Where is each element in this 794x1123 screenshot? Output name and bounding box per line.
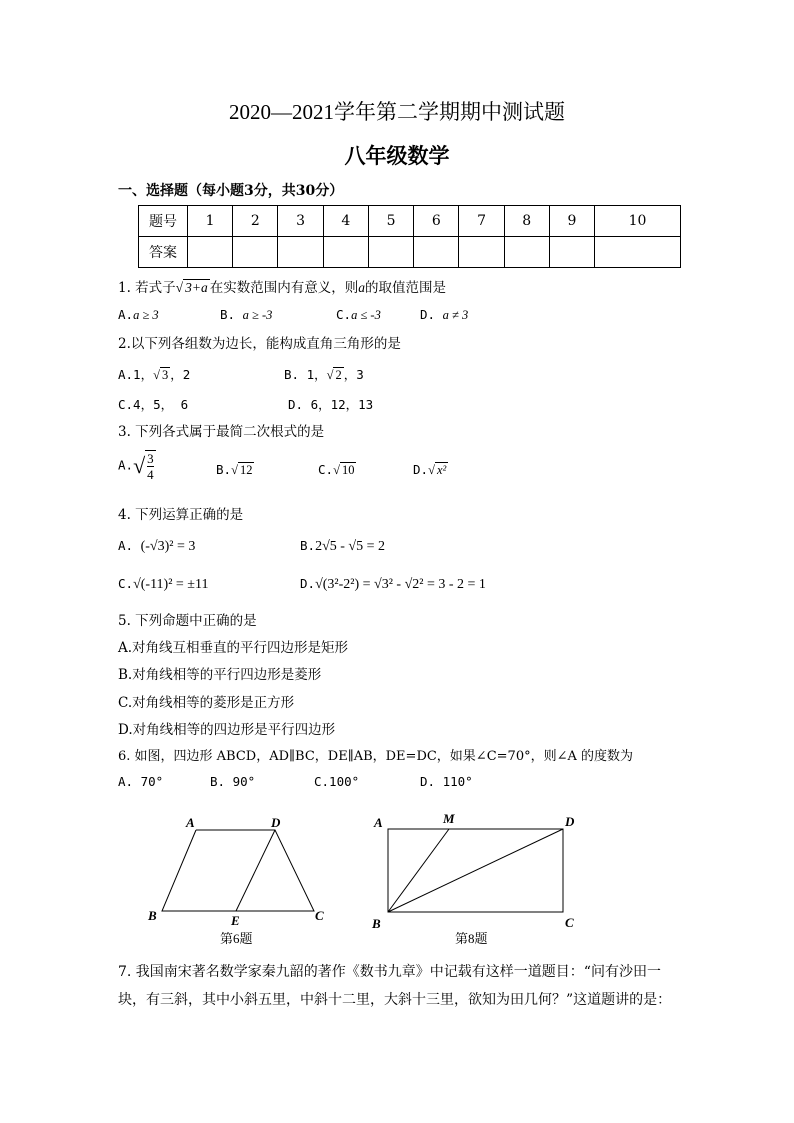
q1-option-c: C.a ≤ -3 <box>336 307 381 322</box>
q5-option-c: C.对角线相等的菱形是正方形 <box>118 695 295 711</box>
figure-6 <box>162 830 314 911</box>
figure-6-labels <box>147 815 324 946</box>
fig8-caption: 第8题 <box>455 931 488 946</box>
question-number: 10 <box>595 206 681 237</box>
question-number: 3 <box>278 206 323 237</box>
question-number: 9 <box>549 206 594 237</box>
fig8-segment-bd <box>388 829 563 912</box>
fig6-caption: 第6题 <box>220 931 253 946</box>
q5-option-b: B.对角线相等的平行四边形是菱形 <box>118 667 322 683</box>
q4-option-b: B.2√5 - √5 = 2 <box>300 538 385 554</box>
fig8-label-c: C <box>565 915 574 930</box>
q4-option-a: A. (-√3)² = 3 <box>118 538 196 554</box>
q5-option-a: A.对角线互相垂直的平行四边形是矩形 <box>118 640 349 656</box>
question-number: 7 <box>459 206 504 237</box>
table-row-label: 答案 <box>139 237 188 268</box>
question-number: 5 <box>368 206 413 237</box>
question-number: 6 <box>414 206 459 237</box>
question-number: 8 <box>504 206 549 237</box>
fig8-label-b: B <box>372 916 381 931</box>
fig8-label-d: D <box>565 814 575 829</box>
q4-option-c: C.√(-11)² = ±11 <box>118 576 209 592</box>
fig6-label-d: D <box>271 815 281 830</box>
q2-option-b: B. 1，√ 2 ，3 <box>284 367 364 382</box>
page-title: 2020—2021学年第二学期期中测试题 <box>229 100 565 124</box>
q1-radicand: 3+a <box>185 280 208 295</box>
fig8-label-m: M <box>443 811 455 826</box>
page-subtitle: 八年级数学 <box>344 143 450 168</box>
q2-option-d: D. 6，12，13 <box>288 397 374 412</box>
figure-8-labels <box>371 811 575 946</box>
fig6-label-b: B <box>148 908 157 923</box>
question-number: 4 <box>323 206 368 237</box>
q1-option-b: B. a ≥ -3 <box>220 307 273 322</box>
question-7-text: 7. 我国南宋著名数学家秦九韶的著作《数书九章》中记载有这样一道题目：“问有沙田一块，有三斜，其中小斜五里，中斜十二里，大斜十三里，欲知为田几何？”这道题讲的是： <box>118 964 672 1008</box>
q1-stem-part: 的取值范围是 <box>364 280 446 296</box>
fig8-segment-bm <box>388 829 449 912</box>
q4-option-d: D.√(3²-2²) = √3² - √2² = 3 - 2 = 1 <box>300 576 486 592</box>
q6-option-d: D. 110° <box>420 774 473 789</box>
question-1-stem: 1. 若式子√ 3+a 在实数范围内有意义，则a的取值范围是 <box>118 280 446 296</box>
q3-option-b: B.√ 12 <box>216 462 253 477</box>
question-number: 2 <box>233 206 278 237</box>
figure-8 <box>388 829 563 912</box>
q6-option-a: A. 70° <box>118 774 164 789</box>
q2-option-a: A.1，√ 3 ，2 <box>118 367 191 382</box>
table-row-label: 题号 <box>139 206 188 237</box>
question-3-stem: 3. 下列各式属于最简二次根式的是 <box>118 424 325 440</box>
question-number: 1 <box>188 206 233 237</box>
q1-option-d: D. a ≠ 3 <box>420 307 469 322</box>
question-4-stem: 4. 下列运算正确的是 <box>118 507 244 523</box>
question-2-stem: 2.以下列各组数为边长，能构成直角三角形的是 <box>118 336 401 352</box>
section-heading: 一、选择题（每小题3分，共30分） <box>118 183 344 199</box>
fig6-label-c: C <box>315 908 324 923</box>
q3-option-d: D.√ x² <box>413 462 447 477</box>
fig6-label-a: A <box>186 815 195 830</box>
q5-option-d: D.对角线相等的四边形是平行四边形 <box>118 722 336 738</box>
fig6-segment-de <box>236 830 275 911</box>
q3-option-a: A.√ $\frac{3}{4}$ <box>118 451 154 482</box>
question-5-stem: 5. 下列命题中正确的是 <box>118 613 257 629</box>
fig8-label-a: A <box>374 815 383 830</box>
q1-stem-part: 在实数范围内有意义，则 <box>209 280 359 296</box>
q1-option-a: A.a ≥ 3 <box>118 307 159 322</box>
q1-stem-part: 1. 若式子 <box>118 280 176 296</box>
fig6-quadrilateral <box>162 830 314 911</box>
q1-variable: a <box>358 280 365 295</box>
q6-option-b: B. 90° <box>210 774 256 789</box>
q6-option-c: C.100° <box>314 774 360 789</box>
q2-option-c: C.4，5， 6 <box>118 397 189 412</box>
fig6-label-e: E <box>231 913 240 928</box>
q3-option-c: C.√ 10 <box>318 462 355 477</box>
question-6-stem: 6. 如图，四边形 ABCD，AD∥BC，DE∥AB，DE=DC，如果∠C=70°，则∠A 的度数为 <box>118 749 633 764</box>
